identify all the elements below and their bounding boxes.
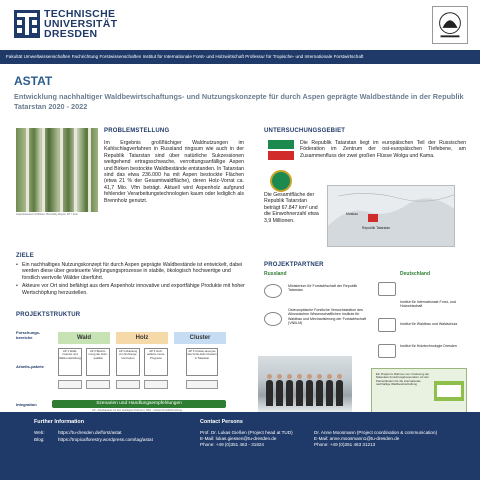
header (0, 0, 480, 50)
side-label-packages: Arbeits-pakete (16, 364, 44, 369)
work-package: AP 4 Holz-aufkom-mens-Prognose (144, 348, 168, 376)
funding-box (371, 368, 467, 416)
work-package: AP 3 Ableitung von Nutzungs-konzepten (116, 348, 140, 376)
vniilm-logo-icon (264, 312, 282, 326)
contact-1-email[interactable]: E-Mail: lukas.giessen@tu-dresden.de (200, 436, 277, 441)
footer-web-link[interactable]: https://tu-dresden.de/forst/astat (58, 430, 122, 435)
partner-logo-ihd-icon (86, 380, 110, 389)
ihd-logo-icon (378, 344, 396, 358)
university-name: TECHNISCHE UNIVERSITÄT DRESDEN (44, 8, 118, 40)
contact-2-name: Dr. Anne Moosmann (Project coordination & communication) (314, 430, 438, 435)
partners-heading: PROJEKTPARTNER (264, 262, 324, 268)
contact-2-phone: Phone: +49 (0)351 463 31213 (314, 442, 376, 447)
footer-contact-heading: Contact Persons (200, 419, 243, 425)
column-head-holz: Holz (116, 332, 168, 344)
funding-text: Ein Projekt im Rahmen von: Förderung der bilateralen Forschungskooperation mit den Partnerländern für die internationale nachhaltige Waldbewirtschaftung (376, 372, 430, 387)
tud-small-logo-icon (378, 318, 396, 332)
study-area-text-2: Die Gesamtfläche der Republik Tatarstan beträgt 67.847 km² und die Einwohnerzahl etwa 3,9 Millionen. (264, 192, 319, 224)
group-photo (258, 356, 352, 412)
partners-germany-label: Deutschland (400, 271, 431, 277)
map-label-moscow: Moskau (346, 212, 358, 216)
problem-text: Im Ergebnis großflächiger Waldnutzungen im Kahlschlagverfahren in Russland ringsum wie auch in der Republik Tatarstan sind über natürliche Sukzessionen weitgehend ertragsschwache, verrottungsanfällige Aspen und Birken bestockte Waldbestände entstanden. In Tatarstan sind das etwa 236.000 ha mit Aspen bestockte Flächen (etwa 21 % der Gesamtwaldfläche), deren Holz-Vorrat ca. 41,7 Mio. Vfm beträgt. Aktuell wird Aspenholz aufgrund fehlender Verarbeitungstechnologien kaum oder lediglich als Brennholz genutzt. (104, 140, 244, 204)
study-area-text-1: Die Republik Tatarstan liegt im europäischen Teil der Russischen Föderation im Zentrum der ost-europäischen Tiefebene, am Zusammenfluss der zwei großen Flüsse Wolga und Kama. (300, 140, 466, 159)
map-label-tatarstan: Republik Tatarstan (362, 226, 391, 230)
forest-photo-caption: Aspenbestand mit Birken, Borovskiy Rayon, RT / Foto (16, 213, 78, 216)
partner-logo-tud-icon (186, 380, 218, 389)
footer-info-heading: Further Information (34, 419, 85, 425)
column-head-wald: Wald (58, 332, 110, 344)
footer-blog-link[interactable]: https://tropicalforestry.wordpress.com/tag/astat (58, 437, 153, 442)
location-map (327, 185, 455, 247)
contact-1-phone: Phone: +49 (0)351 463 - 31824 (200, 442, 264, 447)
forest-photo (16, 128, 98, 212)
contact-2-email[interactable]: E-Mail: anne.moosmann1@tu-dresden.de (314, 436, 400, 441)
goals-list (16, 262, 248, 298)
partner-germany-1: Institut für Internationale Forst- und Holzwirtschaft (400, 300, 456, 309)
partner-logo-tud-icon (58, 380, 82, 389)
ministry-logo-icon (264, 284, 282, 298)
tud-small-logo-icon (378, 282, 396, 296)
tatarstan-flag-icon (268, 140, 294, 160)
partners-russia-label: Russland (264, 271, 287, 277)
partner-russia-2: Osteuropäische Forstliche Versuchsstation des Allrussischen Wissenschaftlichen Instituts für Waldbau und Mechanisierung der Forstwirtschaft (VNIILM) (288, 308, 366, 326)
work-package: AP 5 Cluster-ana-lyse des Forst-Holz-Clusters in Tatarstan (186, 348, 218, 376)
footer-blog-label: Blog: (34, 437, 45, 442)
poster-subtitle: Entwicklung nachhaltiger Waldbewirtschaftungs- und Nutzungskonzepte für durch Aspen geprägte Waldbestände in der Republik Tatarstan 2020 - 2022 (14, 92, 464, 111)
footer (0, 412, 480, 480)
goal-item: • Akteure vor Ort sind befähigt aus dem Aspenholz innovative und exportfähige Produkte mit hoher Wertschöpfung herzustellen. (16, 283, 248, 296)
integration-bar: Szenarien und Handlungsempfehlungen (52, 400, 226, 408)
footer-web-label: Web: (34, 430, 45, 435)
column-head-cluster: Cluster (174, 332, 226, 344)
work-package: AP 2 Bestim-mung der Holz-qualität (86, 348, 110, 376)
partner-logo-ihd-icon (144, 380, 168, 389)
goal-item: • Ein nachhaltiges Nutzungskonzept für durch Aspen geprägte Waldbestände ist entwickelt, dabei werden diese über gesteuerte Verjüngungsprozesse in stabile, ökologisch hochwertige und forstlich wertvolle Wälder überführt. (16, 262, 248, 281)
study-area-heading: UNTERSUCHUNGSGEBIET (264, 128, 346, 134)
partner-germany-3: Institut für Holztechnologie Dresden (400, 344, 457, 348)
structure-caption: AP - Arbeitspaket mit den beteiligten Partnern; IWH - Institut für Holzforschung (92, 409, 182, 412)
goals-heading: ZIELE (16, 253, 35, 259)
contact-1-name: Prof. Dr. Lukas Gießen (Project head at TUD) (200, 430, 293, 435)
side-label-research: Forschungs-bereiche (16, 330, 41, 340)
partner-russia-1: Ministerium für Forstwirtschaft der Republik Tatarstan (288, 284, 358, 293)
tud-logo-icon (14, 10, 40, 38)
tatarstan-partner-logo-icon (432, 6, 468, 44)
faculty-bar: Fakultät Umweltwissenschaften Fachrichtung Forstwissenschaften Institut für Internationale Forst- und Holzwirtschaft Professur für Tropische- und Internationale Forstwirtschaft (0, 50, 480, 64)
work-package: AP 1 Wald-inventur und Wald-entwicklung (58, 348, 82, 376)
partner-germany-2: Institut für Waldbau und Waldschutz (400, 322, 458, 326)
poster-title: ASTAT (14, 74, 53, 88)
side-label-integration: Integration (16, 402, 37, 407)
problem-heading: PROBLEMSTELLUNG (104, 128, 170, 134)
tatarstan-emblem-icon (270, 170, 292, 192)
project-structure (16, 318, 248, 408)
funding-logo-icon (434, 381, 464, 401)
structure-heading: PROJEKTSTRUKTUR (16, 312, 81, 318)
partner-logo-tud-icon (116, 380, 140, 389)
